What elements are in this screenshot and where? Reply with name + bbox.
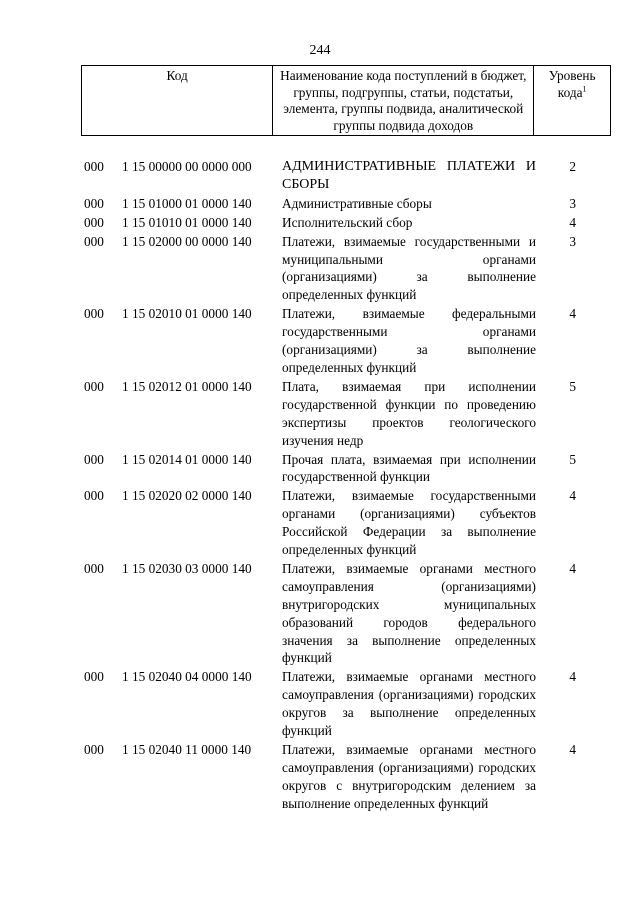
- income-code: 1 15 00000 00 0000 000: [122, 159, 252, 174]
- income-name: Прочая плата, взимаемая при исполнении государственной функции: [282, 451, 536, 485]
- admin-code: 000: [84, 378, 104, 394]
- income-name: Платежи, взимаемые органами местного самоуправления (организациями) городских округов за выполнение определенных функций: [282, 669, 536, 739]
- income-code: 1 15 02040 04 0000 140: [122, 669, 252, 685]
- code-level: 4: [569, 742, 576, 757]
- admin-code: 000: [84, 306, 104, 322]
- table-row: [84, 487, 604, 559]
- income-name: Платежи, взимаемые органами местного самоуправления (организациями) внутригородских муниципальных образований городов федерального значения за выполнение определенных функций: [282, 560, 536, 666]
- table-row: [84, 451, 604, 487]
- code-level: 4: [569, 669, 576, 685]
- income-code: 1 15 01010 01 0000 140: [122, 214, 252, 230]
- admin-code: 000: [84, 214, 104, 230]
- admin-code: 000: [84, 451, 104, 467]
- income-name: Административные сборы: [282, 195, 432, 211]
- code-level: 4: [569, 560, 576, 576]
- admin-code: 000: [84, 560, 104, 576]
- code-level: 2: [569, 159, 576, 174]
- admin-code: 000: [84, 742, 104, 757]
- admin-code: 000: [84, 669, 104, 685]
- code-level: 4: [569, 214, 576, 230]
- income-name: Плата, взимаемая при исполнении государственной функции по проведению экспертизы проектов геологического изучения недр: [282, 378, 536, 448]
- income-name: Платежи, взимаемые государственными и муниципальными органами (организациями) за выполнение определенных функций: [282, 233, 536, 303]
- table-row: [84, 195, 604, 213]
- income-code: 1 15 02020 02 0000 140: [122, 488, 252, 504]
- table-row: [84, 560, 604, 667]
- code-level: 3: [569, 195, 576, 211]
- code-level: 4: [569, 306, 576, 322]
- code-level: 5: [569, 451, 576, 467]
- header-code: Код: [82, 66, 273, 135]
- header-name: Наименование кода поступлений в бюджет, группы, подгруппы, статьи, подстатьи, элемента, группы подвида, аналитической группы подвида доходов: [273, 66, 534, 135]
- admin-code: 000: [84, 159, 104, 174]
- code-level: 3: [569, 233, 576, 249]
- header-level-label: Уровень кода: [548, 68, 596, 100]
- page-number: 244: [309, 43, 331, 58]
- code-level: 5: [569, 378, 576, 394]
- table-row: [84, 214, 604, 232]
- income-name: Платежи, взимаемые государственными органами (организациями) субъектов Российской Федерации за выполнение определенных функций: [282, 488, 536, 558]
- table-row: [84, 378, 604, 450]
- header-level: [534, 66, 610, 135]
- admin-code: 000: [84, 233, 104, 249]
- income-code: 1 15 01000 01 0000 140: [122, 195, 252, 211]
- table-row: [84, 233, 604, 305]
- income-name: Исполнительский сбор: [282, 214, 413, 230]
- income-code: 1 15 02030 03 0000 140: [122, 560, 252, 576]
- table-header: [81, 65, 611, 136]
- income-code: 1 15 02040 11 0000 140: [122, 742, 252, 757]
- table-body: [84, 158, 604, 814]
- table-row: [84, 158, 604, 194]
- income-code: 1 15 02000 00 0000 140: [122, 233, 252, 249]
- income-code: 1 15 02010 01 0000 140: [122, 306, 252, 322]
- income-name: Платежи, взимаемые органами местного самоуправления (организациями) городских округов с внутригородским делением за выполнение определенных функций: [282, 742, 536, 811]
- table-row: [84, 305, 604, 377]
- admin-code: 000: [84, 488, 104, 504]
- table-row: [84, 668, 604, 740]
- admin-code: 000: [84, 195, 104, 211]
- header-level-footnote: 1: [582, 84, 587, 94]
- income-name: АДМИНИСТРАТИВНЫЕ ПЛАТЕЖИ И СБОРЫ: [282, 159, 536, 192]
- table-row: [84, 741, 604, 813]
- income-name: Платежи, взимаемые федеральными государственными органами (организациями) за выполнение определенных функций: [282, 306, 536, 375]
- code-level: 4: [569, 488, 576, 504]
- income-code: 1 15 02014 01 0000 140: [122, 451, 252, 467]
- income-code: 1 15 02012 01 0000 140: [122, 378, 252, 394]
